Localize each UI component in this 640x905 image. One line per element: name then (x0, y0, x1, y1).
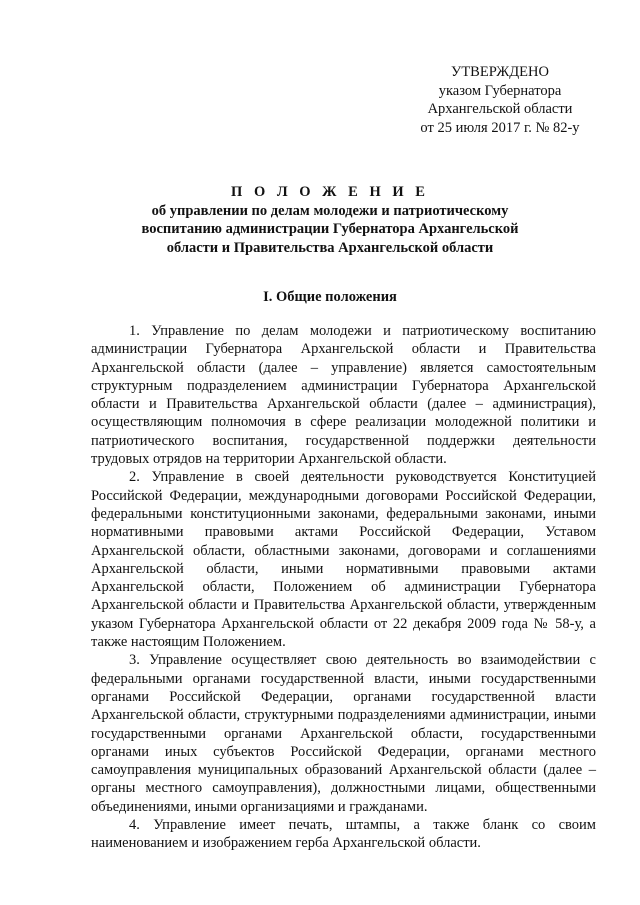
document-title-line-3: области и Правительства Архангельской области (166, 239, 494, 256)
approval-region: Архангельской области (427, 101, 573, 117)
approval-date: от 25 июля 2017 г. № 82-у (420, 119, 580, 136)
paragraph-2: 2. Управление в своей деятельности руководствуется Конституцией Российской Федерации, международными договорами Российской Федерации, федеральными конституционными законами, федеральными законами, иными нормативными правовыми актами Российской Федерации, Уставом Архангельской области, областными законами, договорами и соглашениями Архангельской области, иными нормативными правовыми актами Архангельской области, Положением об администрации Губернатора Архангельской области и Правительства Архангельской области, утвержденным указом Губернатора Архангельской области от 22 декабря 2009 года № 58-у, а также настоящим Положением. (91, 469, 596, 651)
approval-label: УТВЕРЖДЕНО (451, 64, 549, 80)
approval-decree: указом Губернатора (438, 82, 562, 99)
paragraph-1: 1. Управление по делам молодежи и патриотическому воспитанию администрации Губернатора Архангельской области и Правительства Архангельской области (далее – управление) является самостоятельным структурным подразделением администрации Губернатора Архангельской области и Правительства Архангельской области (далее – администрация), осуществляющим полномочия в сфере реализации молодежной политики и патриотического воспитания, государственной поддержки деятельности трудовых отрядов на территории Архангельской области. (91, 323, 596, 468)
approval-stamp (390, 63, 610, 137)
paragraph-3: 3. Управление осуществляет свою деятельность во взаимодействии с федеральными органами государственной власти, иными государственными органами Российской Федерации, органами государственной власти Архангельской области, структурными подразделениями администрации, иными государственными органами Архангельской области, государственными органами иных субъектов Российской Федерации, органами местного самоуправления муниципальных образований Архангельской области (далее – органы местного самоуправления), должностными лицами, общественными объединениями, иными организациями и гражданами. (91, 652, 596, 815)
document-title-line-2: воспитанию администрации Губернатора Архангельской (141, 221, 519, 237)
section-heading: I. Общие положения (263, 289, 397, 305)
document-title-heading: П О Л О Ж Е Н И Е (231, 184, 429, 200)
document-body (91, 322, 596, 853)
document-title-line-1: об управлении по делам молодежи и патриотическому (151, 202, 509, 219)
document-title (60, 183, 600, 257)
paragraph-4: 4. Управление имеет печать, штампы, а также бланк со своим наименованием и изображением герба Архангельской области. (91, 817, 596, 852)
